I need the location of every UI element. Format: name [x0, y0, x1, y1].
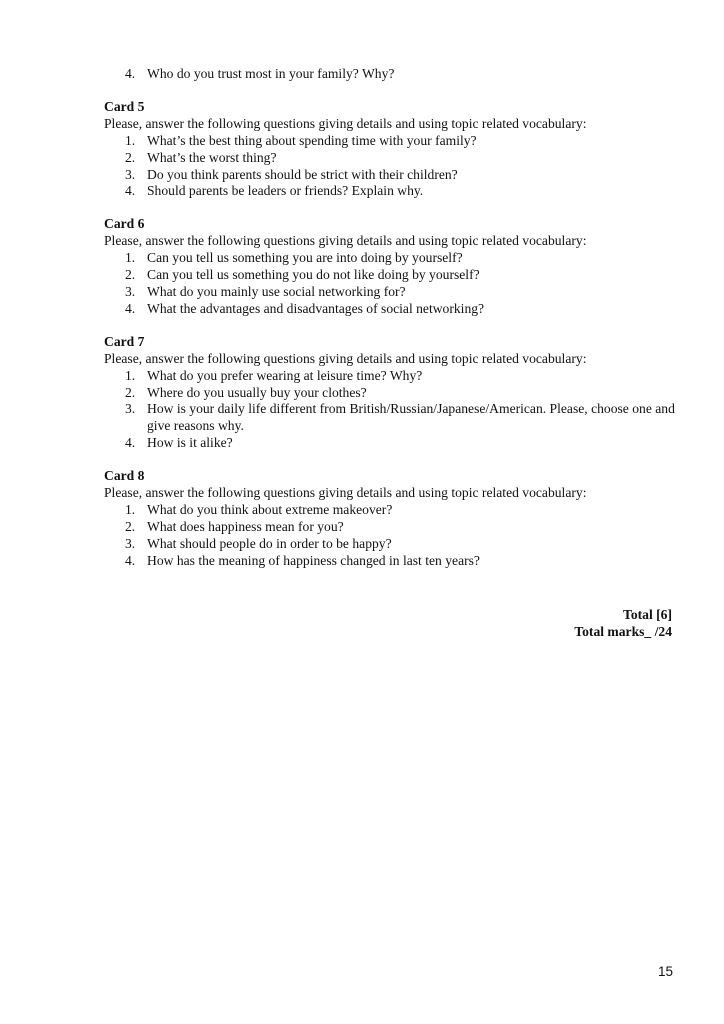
card-instruction: Please, answer the following questions giving details and using topic related vocabulary:	[104, 350, 587, 366]
list-item	[104, 183, 684, 200]
card-instruction: Please, answer the following questions giving details and using topic related vocabulary:	[104, 485, 587, 501]
list-item	[104, 368, 684, 385]
card-5	[104, 99, 684, 200]
question-number: 1.	[125, 132, 136, 148]
question-text: What do you think about extreme makeover?	[147, 501, 393, 517]
question-text: What the advantages and disadvantages of social networking?	[147, 300, 485, 316]
question-number: 3.	[125, 535, 136, 551]
page-number: 15	[657, 964, 673, 979]
question-number: 3.	[125, 401, 136, 417]
card-8	[104, 468, 684, 569]
question-text: Can you tell us something you are into doing by yourself?	[147, 250, 463, 266]
question-text: What’s the worst thing?	[147, 149, 277, 165]
list-item	[104, 553, 684, 570]
total-marks: Total marks_ /24	[574, 624, 672, 639]
question-number: 4.	[125, 66, 136, 81]
question-text: Where do you usually buy your clothes?	[147, 384, 367, 400]
question-number: 4.	[125, 435, 136, 451]
question-cards	[104, 66, 684, 570]
question-number: 3.	[125, 283, 136, 299]
question-text: How is it alike?	[147, 435, 233, 451]
question-number: 4.	[125, 552, 136, 568]
question-number: 1.	[125, 501, 136, 517]
list-item	[104, 519, 684, 536]
list-item	[104, 284, 684, 301]
intro-question	[104, 66, 684, 83]
question-text: Do you think parents should be strict with their children?	[147, 166, 458, 182]
list-item	[104, 435, 684, 452]
card-title: Card 6	[104, 216, 145, 232]
list-item	[104, 150, 684, 167]
card-title: Card 8	[104, 468, 145, 484]
card-title: Card 5	[104, 98, 145, 114]
card-6	[104, 216, 684, 317]
question-number: 2.	[125, 267, 136, 283]
list-item	[104, 167, 684, 184]
question-number: 1.	[125, 367, 136, 383]
question-text: Can you tell us something you do not like doing by yourself?	[147, 267, 480, 283]
list-item	[104, 401, 684, 435]
list-item	[104, 385, 684, 402]
question-number: 2.	[125, 149, 136, 165]
question-text: How has the meaning of happiness changed in last ten years?	[147, 552, 480, 568]
list-item	[104, 301, 684, 318]
question-number: 1.	[125, 250, 136, 266]
question-number: 3.	[125, 166, 136, 182]
list-item	[104, 133, 684, 150]
question-number: 2.	[125, 384, 136, 400]
question-text: What do you mainly use social networking for?	[147, 283, 406, 299]
card-7	[104, 334, 684, 452]
list-item	[104, 536, 684, 553]
list-item	[104, 502, 684, 519]
question-text: How is your daily life different from British/Russian/Japanese/American. Please, choose one and give reasons why.	[147, 401, 675, 434]
question-text: What does happiness mean for you?	[147, 518, 344, 534]
question-text: Who do you trust most in your family? Why?	[147, 66, 395, 81]
question-text: What should people do in order to be happy?	[147, 535, 392, 551]
question-text: Should parents be leaders or friends? Explain why.	[147, 183, 424, 199]
card-title: Card 7	[104, 333, 145, 349]
totals-block	[574, 606, 672, 640]
question-text: What’s the best thing about spending time with your family?	[147, 132, 477, 148]
question-number: 2.	[125, 518, 136, 534]
question-number: 4.	[125, 183, 136, 199]
list-item	[104, 267, 684, 284]
card-instruction: Please, answer the following questions giving details and using topic related vocabulary:	[104, 115, 587, 131]
question-number: 4.	[125, 300, 136, 316]
list-item	[104, 250, 684, 267]
total-score: Total [6]	[623, 607, 672, 622]
card-instruction: Please, answer the following questions giving details and using topic related vocabulary:	[104, 233, 587, 249]
question-text: What do you prefer wearing at leisure time? Why?	[147, 367, 423, 383]
